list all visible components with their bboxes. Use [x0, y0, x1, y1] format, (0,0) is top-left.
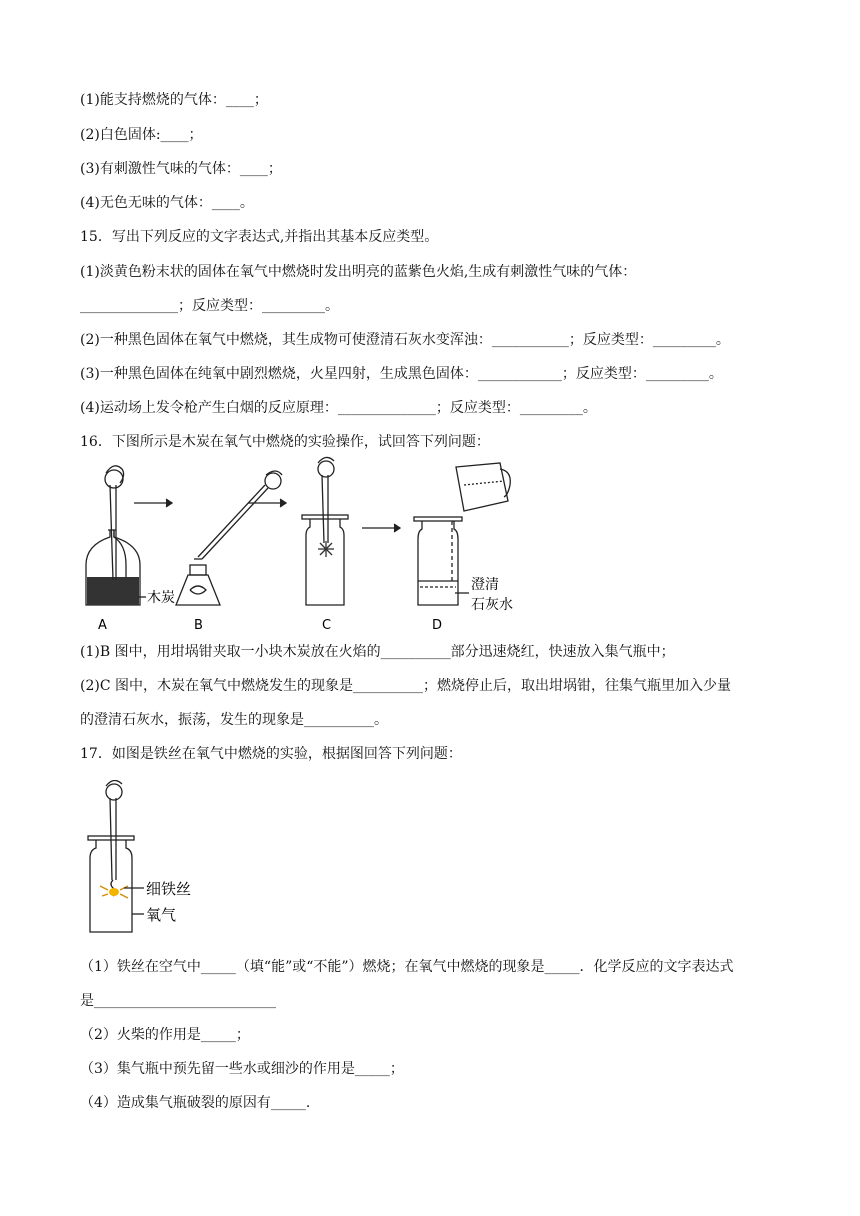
q17-line-1: （1）铁丝在空气中_____（填“能”或“不能”）燃烧；在氧气中燃烧的现象是_____．化学反应的文字表达式	[80, 959, 734, 975]
q16-title: 16．下图所示是木炭在氧气中燃烧的实验操作，试回答下列问题：	[80, 434, 490, 450]
q16-line-2: (2)C 图中，木炭在氧气中燃烧发生的现象是__________；燃烧停止后，取出坩埚钳，往集气瓶里加入少量	[80, 678, 731, 694]
q15-title: 15．写出下列反应的文字表达式,并指出其基本反应类型。	[80, 229, 439, 245]
label-c: C	[322, 618, 332, 633]
iron-wire-figure	[80, 780, 220, 944]
flame	[109, 888, 119, 896]
q17-line-2: 是__________________________	[80, 993, 276, 1009]
tongs-a	[105, 466, 124, 580]
q17-line-5: （4）造成集气瓶破裂的原因有_____.	[80, 1095, 311, 1111]
tongs-b	[198, 471, 282, 559]
q14-item-1: (1)能支持燃烧的气体：____；	[80, 92, 268, 108]
alcohol-lamp-b	[176, 559, 220, 605]
tongs	[106, 780, 122, 880]
limewater-label-1: 澄清	[471, 577, 499, 593]
q17-line-3: （2）火柴的作用是_____；	[80, 1027, 250, 1043]
oxygen-label: 氧气	[146, 906, 177, 924]
charcoal-experiment-svg	[80, 455, 540, 635]
bottle-d	[414, 517, 462, 605]
q15-line-1: (1)淡黄色粉末状的固体在氧气中燃烧时发出明亮的蓝紫色火焰,生成有刺激性气味的气体：	[80, 264, 637, 280]
q17-title: 17．如图是铁丝在氧气中燃烧的实验，根据图回答下列问题：	[80, 746, 462, 762]
q17-line-4: （3）集气瓶中预先留一些水或细沙的作用是_____；	[80, 1061, 404, 1077]
iron-wire-svg	[80, 780, 220, 940]
q15-line-5: (4)运动场上发令枪产生白烟的反应原理：______________；反应类型：_________。	[80, 400, 597, 416]
q14-item-2: (2)白色固体:____；	[80, 127, 203, 143]
charcoal-experiment-figure	[80, 455, 540, 639]
arrow-1	[134, 499, 172, 507]
tongs-c	[318, 457, 334, 543]
arrow-3	[362, 524, 400, 532]
label-d: D	[432, 618, 443, 633]
label-a: A	[98, 618, 107, 633]
beaker-d	[456, 463, 510, 511]
q14-item-4: (4)无色无味的气体：____。	[80, 195, 254, 211]
charcoal-pile	[87, 577, 139, 605]
burning-spark	[318, 541, 334, 557]
iron-wire-label: 细铁丝	[146, 880, 192, 898]
q15-line-2: ______________；反应类型：_________。	[80, 298, 339, 314]
q15-line-4: (3)一种黑色固体在纯氧中剧烈燃烧，火星四射，生成黑色固体：____________；反应类型：_________。	[80, 366, 723, 382]
arrow-2	[248, 499, 286, 507]
q16-line-3: 的澄清石灰水，振荡，发生的现象是__________。	[80, 712, 388, 728]
limewater-label-2: 石灰水	[471, 597, 513, 613]
q16-line-1: (1)B 图中，用坩埚钳夹取一小块木炭放在火焰的__________部分迅速烧红，快速放入集气瓶中；	[80, 644, 675, 660]
charcoal-label: 木炭	[147, 590, 175, 606]
label-b: B	[194, 618, 203, 633]
q14-item-3: (3)有刺激性气味的气体：____；	[80, 161, 282, 177]
q15-line-3: (2)一种黑色固体在氧气中燃烧，其生成物可使澄清石灰水变浑浊：___________；反应类型：_________。	[80, 332, 730, 348]
bottle-c	[302, 515, 348, 605]
